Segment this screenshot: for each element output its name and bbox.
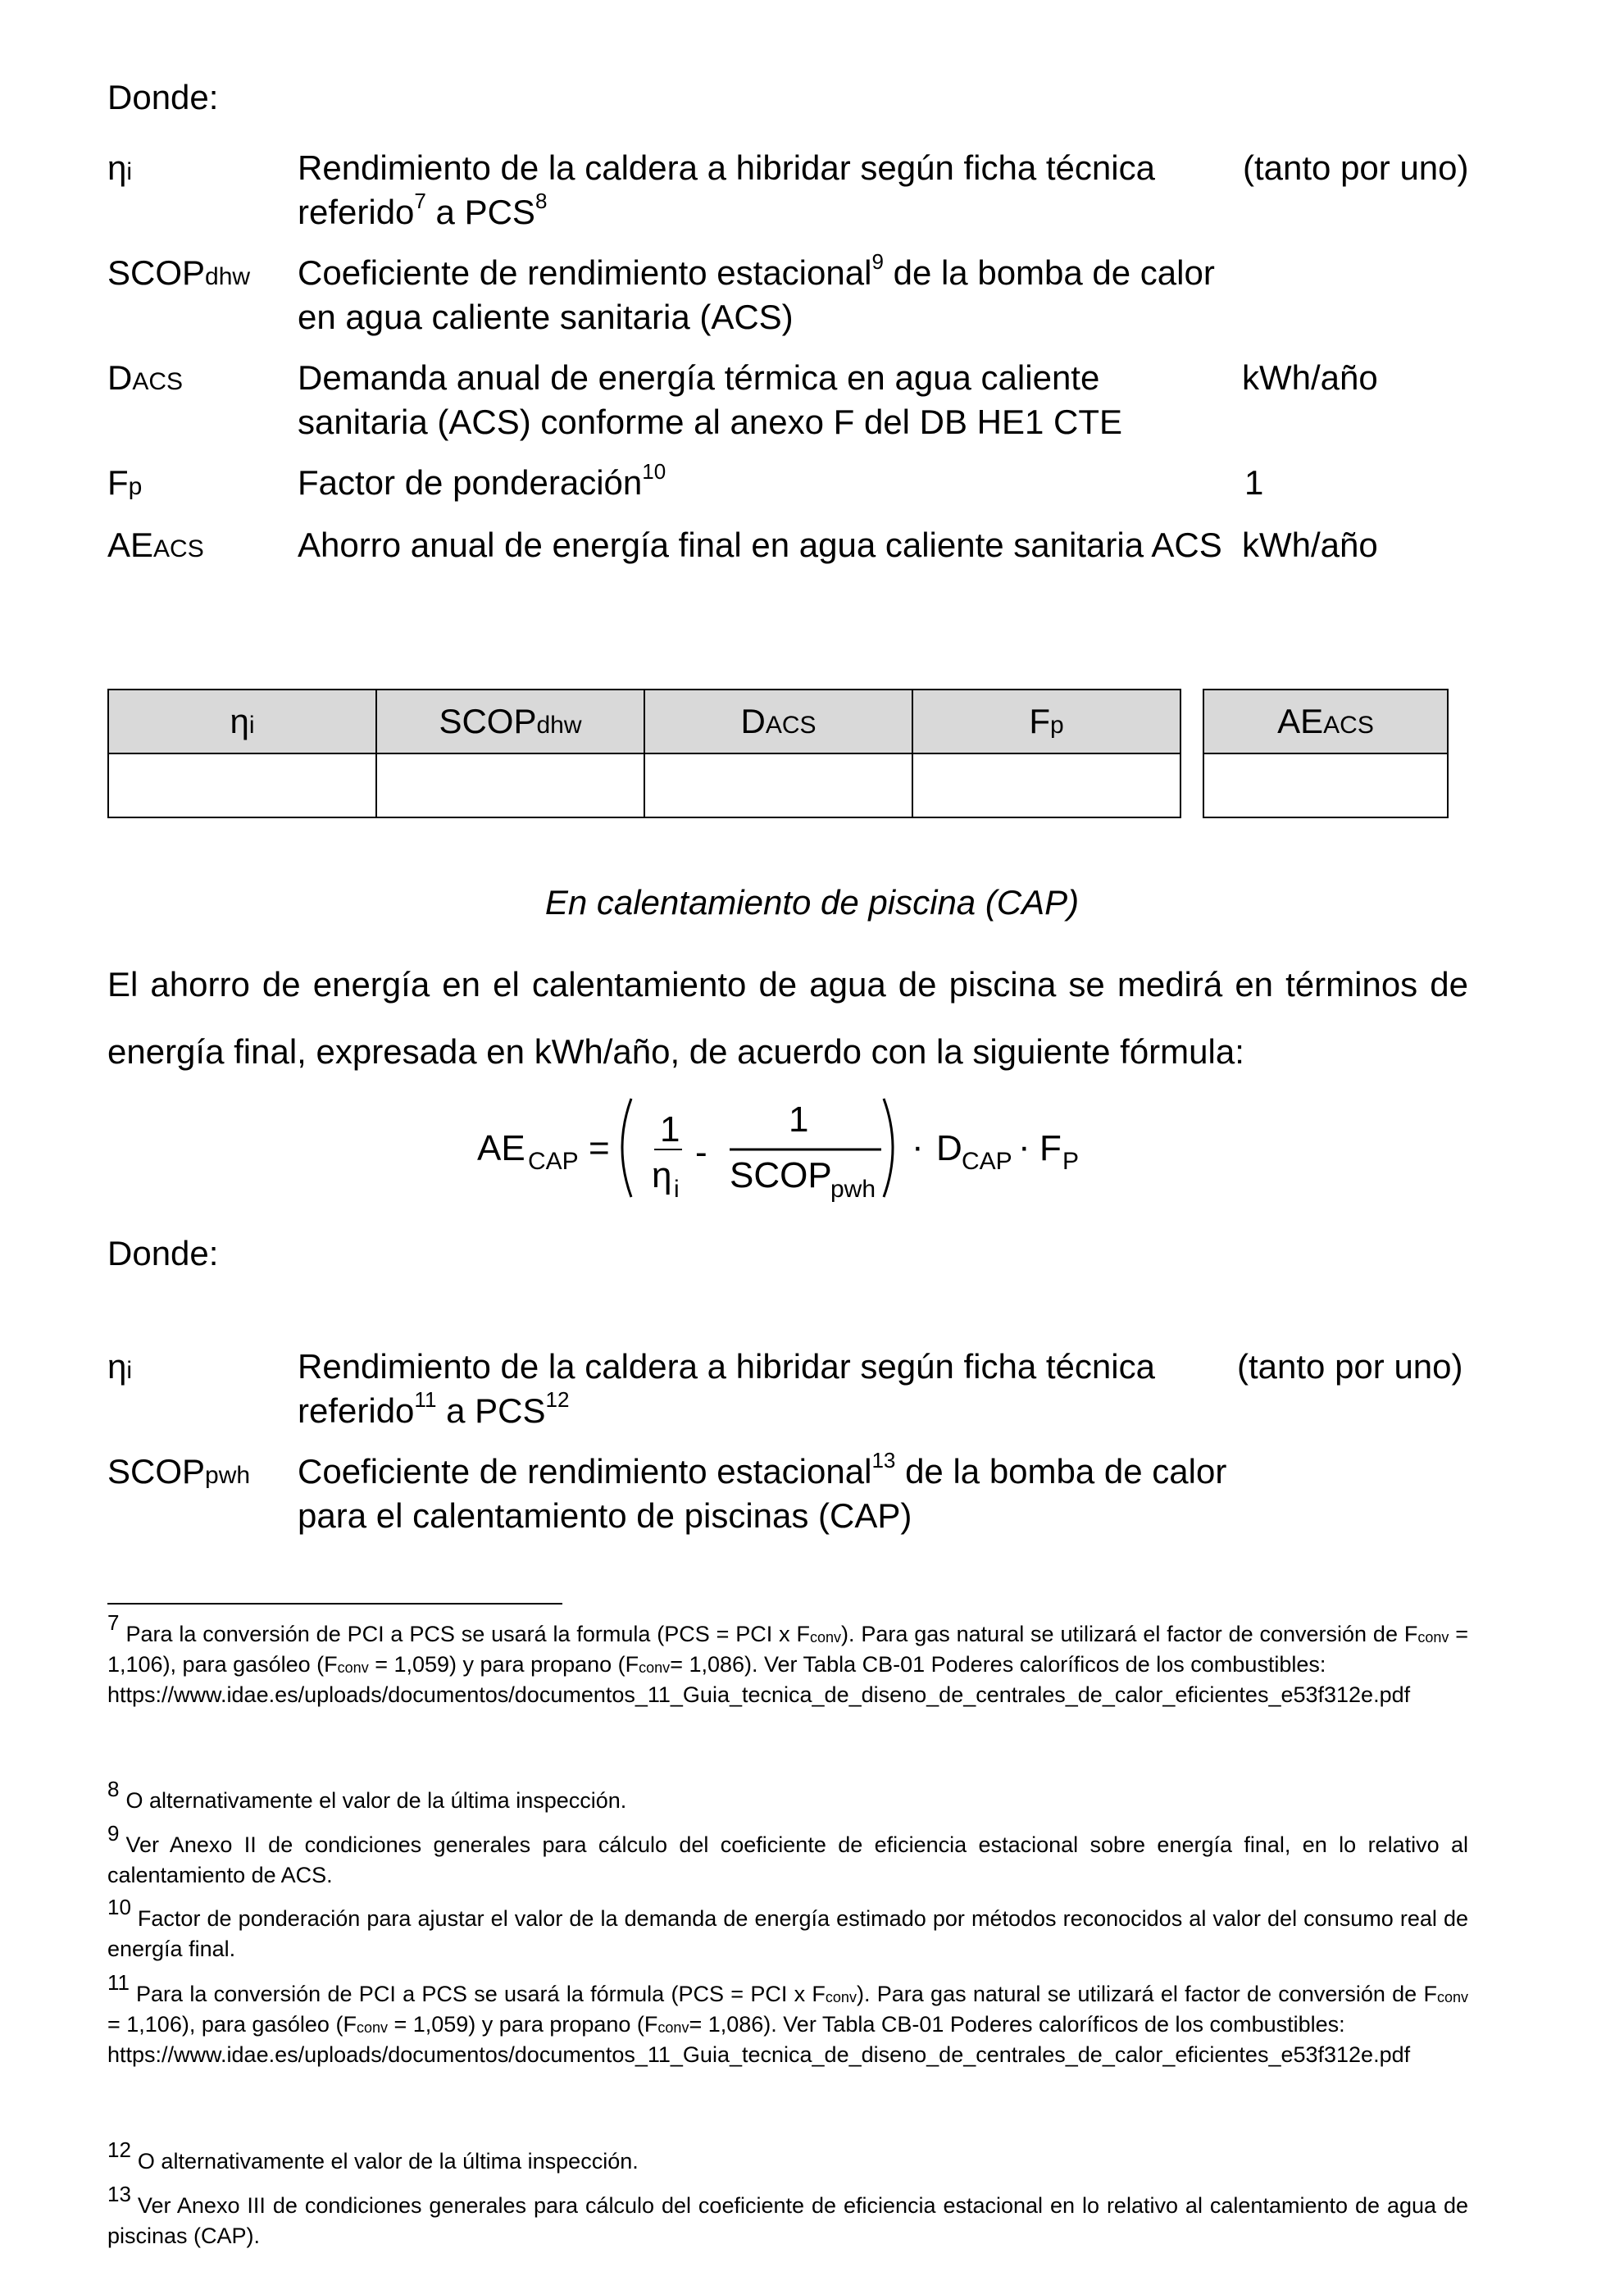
footnote-9: 9 Ver Anexo II de condiciones generales para cálculo del coeficiente de eficiencia estacional sobre energía final, en lo relativo al calentamiento de ACS. [107,1821,1468,1887]
input-cell-f-p[interactable] [912,753,1180,817]
unit: (tanto por uno) [1237,1347,1463,1386]
footnote-13: 13 Ver Anexo III de condiciones generales para cálculo del coeficiente de eficiencia estacional en lo relativo al calentamiento de agua de piscinas (CAP). [107,2182,1468,2248]
symbol: DACS [107,358,184,397]
unit: 1 [1244,463,1264,502]
formula-equals: = [589,1128,610,1168]
symbol: AEACS [107,526,204,564]
header-ae-acs: AEACS [1203,690,1448,753]
table-gap [1180,753,1203,817]
header-scop-dhw: SCOPdhw [376,690,644,753]
right-paren [884,1099,893,1197]
fraction1-denominator-sub: i [674,1176,680,1203]
formula-f-sub: P [1062,1148,1080,1175]
section-heading-cap: En calentamiento de piscina (CAP) [544,883,1080,922]
footnote-separator [107,1603,562,1605]
symbol: SCOPdhw [107,253,251,292]
description: Coeficiente de rendimiento estacional$^{13}$ de la bomba de calor para el calentamiento de piscinas (CAP) [298,1448,1227,1535]
table-gap [1180,690,1203,753]
fraction2-denominator-sub: pwh [830,1176,876,1203]
fraction2-denominator: SCOP [730,1155,832,1195]
unit: (tanto por uno) [1243,148,1469,187]
description: Rendimiento de la caldera a hibridar según ficha técnica referido$^{11}$ a PCS$^{12}$ [298,1347,1155,1430]
formula-f: F [1039,1128,1062,1168]
description: Rendimiento de la caldera a hibridar según ficha técnica referido$^7$ a PCS$^8$ [298,148,1155,231]
link-idae-guide[interactable]: https://www.idae.es/uploads/documentos/documentos_11_Guia_tecnica_de_diseno_de_centrales_de_calor_eficientes_e53f312e.pdf [107,1682,1411,1707]
formula-ae-cap [459,1090,1115,1205]
description: Demanda anual de energía térmica en agua caliente sanitaria (ACS) conforme al anexo F del DB HE1 CTE [298,358,1123,441]
header-eta-i: ηi [108,690,376,753]
input-cell-ae-acs[interactable] [1203,753,1448,817]
formula-dot2: · [1018,1127,1030,1167]
description: Ahorro anual de energía final en agua caliente sanitaria ACS [298,526,1222,564]
footnote-12: 12 O alternativamente el valor de la última inspección. [107,2137,639,2174]
values-table-acs [107,689,1449,818]
footnote-7: 7 Para la conversión de PCI a PCS se usará la formula (PCS = PCI x $F_{conv}$). Para gas natural se utilizará el factor de conversión de $F_{conv} = 1,106$), para gasóleo $(F_{conv} = 1,059)$ y para propano $(F_{conv}= 1,086)$. Ver Tabla CB-01 Poderes caloríficos de los combustibles: https://www.idae.es/uploads/documentos/documentos_11_Guia_tecnica_de_diseno_de_centrales_de_calor_eficientes_e53f312e.pdf [107,1619,1468,1710]
left-paren [622,1099,631,1197]
table-row [108,753,1448,817]
header-d-acs: DACS [644,690,912,753]
footnote-8: 8 O alternativamente el valor de la última inspección. [107,1777,627,1813]
formula-lhs-sub: CAP [528,1148,579,1175]
unit: kWh/año [1242,358,1378,397]
formula-minus: - [695,1132,707,1172]
description: Factor de ponderación$^{10}$ [298,459,666,502]
symbol: SCOPpwh [107,1452,251,1491]
link-idae-guide[interactable]: https://www.idae.es/uploads/documentos/documentos_11_Guia_tecnica_de_diseno_de_centrales_de_calor_eficientes_e53f312e.pdf [107,2042,1411,2067]
symbol: ηi [107,1347,133,1386]
fraction2-numerator: 1 [789,1099,809,1140]
intro-paragraph-cap: El ahorro de energía en el calentamiento de agua de piscina se medirá en términos de energía final, expresada en kWh/año, de acuerdo con la siguiente fórmula: [107,965,1468,1071]
fraction1-numerator: 1 [660,1109,680,1149]
footnote-11: 11 Para la conversión de PCI a PCS se usará la fórmula (PCS = PCI x $F_{conv}$). Para gas natural se utilizará el factor de conversión de $F_{conv} = 1,106$), para gasóleo $(F_{conv} = 1,059)$ y para propano $(F_{conv}= 1,086)$. Ver Tabla CB-01 Poderes caloríficos de los combustibles: https://www.idae.es/uploads/documentos/documentos_11_Guia_tecnica_de_diseno_de_centrales_de_calor_eficientes_e53f312e.pdf [107,1979,1468,2070]
input-cell-d-acs[interactable] [644,753,912,817]
fraction1-denominator: η [652,1155,672,1195]
formula-dot1: · [912,1127,924,1167]
description: Coeficiente de rendimiento estacional$^9$ de la bomba de calor en agua caliente sanitaria (ACS) [298,249,1215,336]
symbol: Fp [107,463,143,502]
formula-d: D [936,1128,962,1168]
footnote-10: 10 Factor de ponderación para ajustar el valor de la demanda de energía estimado por métodos reconocidos al valor del consumo real de energía final. [107,1895,1468,1961]
input-cell-eta-i[interactable] [108,753,376,817]
formula-lhs: AE [477,1128,525,1168]
unit: kWh/año [1242,526,1378,564]
symbol: ηi [107,148,133,187]
formula-d-sub: CAP [962,1148,1012,1175]
donde-label-cap: Donde: [107,1234,219,1272]
header-f-p: Fp [912,690,1180,753]
donde-label-acs: Donde: [107,78,219,116]
table-header-row [108,690,1448,753]
input-cell-scop-dhw[interactable] [376,753,644,817]
